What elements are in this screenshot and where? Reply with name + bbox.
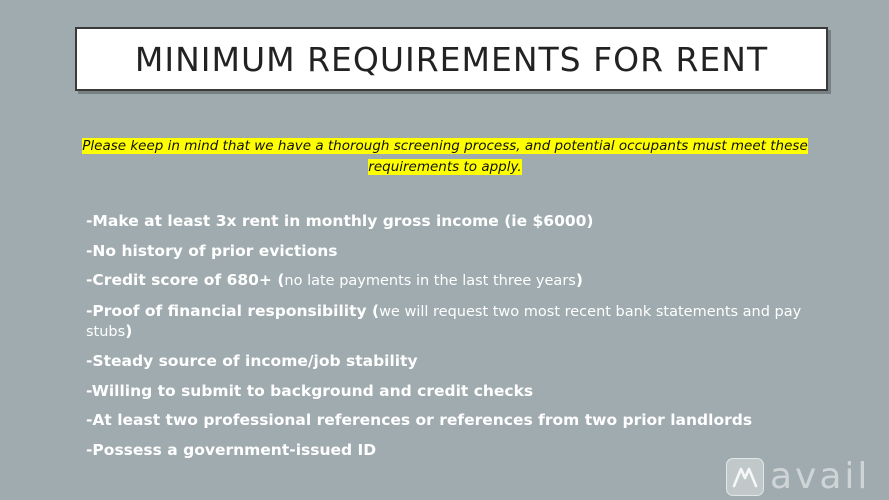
- avail-logo-glyph: [732, 466, 758, 488]
- screening-notice: [60, 136, 830, 178]
- requirement-text: -Credit score of 680+ (: [86, 271, 285, 289]
- avail-watermark: [726, 458, 870, 496]
- title-box: [75, 27, 828, 91]
- requirement-text-end: ): [125, 321, 133, 340]
- requirement-background-check: [86, 382, 826, 401]
- requirement-text: -No history of prior evictions: [86, 241, 338, 260]
- requirement-text: -Possess a government-issued ID: [86, 440, 377, 459]
- requirements-list: [86, 212, 826, 460]
- requirement-financial-responsibility: [86, 302, 826, 342]
- requirement-detail: no late payments in the last three years: [284, 273, 576, 289]
- requirement-income: [86, 212, 826, 231]
- avail-logo-icon: [726, 458, 764, 496]
- requirement-text: -Proof of financial responsibility (: [86, 301, 380, 320]
- requirement-credit-score: [86, 271, 826, 291]
- avail-logo-text: avail: [770, 456, 871, 497]
- requirement-text: -Willing to submit to background and credit checks: [86, 381, 534, 400]
- requirement-text: -Steady source of income/job stability: [86, 352, 418, 370]
- requirement-references: [86, 411, 826, 430]
- requirement-government-id: [86, 441, 826, 460]
- requirement-text: -At least two professional references or references from two prior landlords: [86, 411, 753, 429]
- requirement-income-stability: [86, 352, 826, 371]
- slide-title: MINIMUM REQUIREMENTS FOR RENT: [134, 39, 769, 79]
- requirement-detail: we will request two most recent bank statements and pay stubs: [86, 303, 802, 340]
- screening-notice-text: Please keep in mind that we have a thorough screening process, and potential occupants must meet these requirements to apply.: [82, 138, 808, 175]
- requirement-text-end: ): [575, 271, 583, 289]
- requirement-text: -Make at least 3x rent in monthly gross income (ie $6000): [86, 212, 594, 230]
- requirement-evictions: [86, 242, 826, 261]
